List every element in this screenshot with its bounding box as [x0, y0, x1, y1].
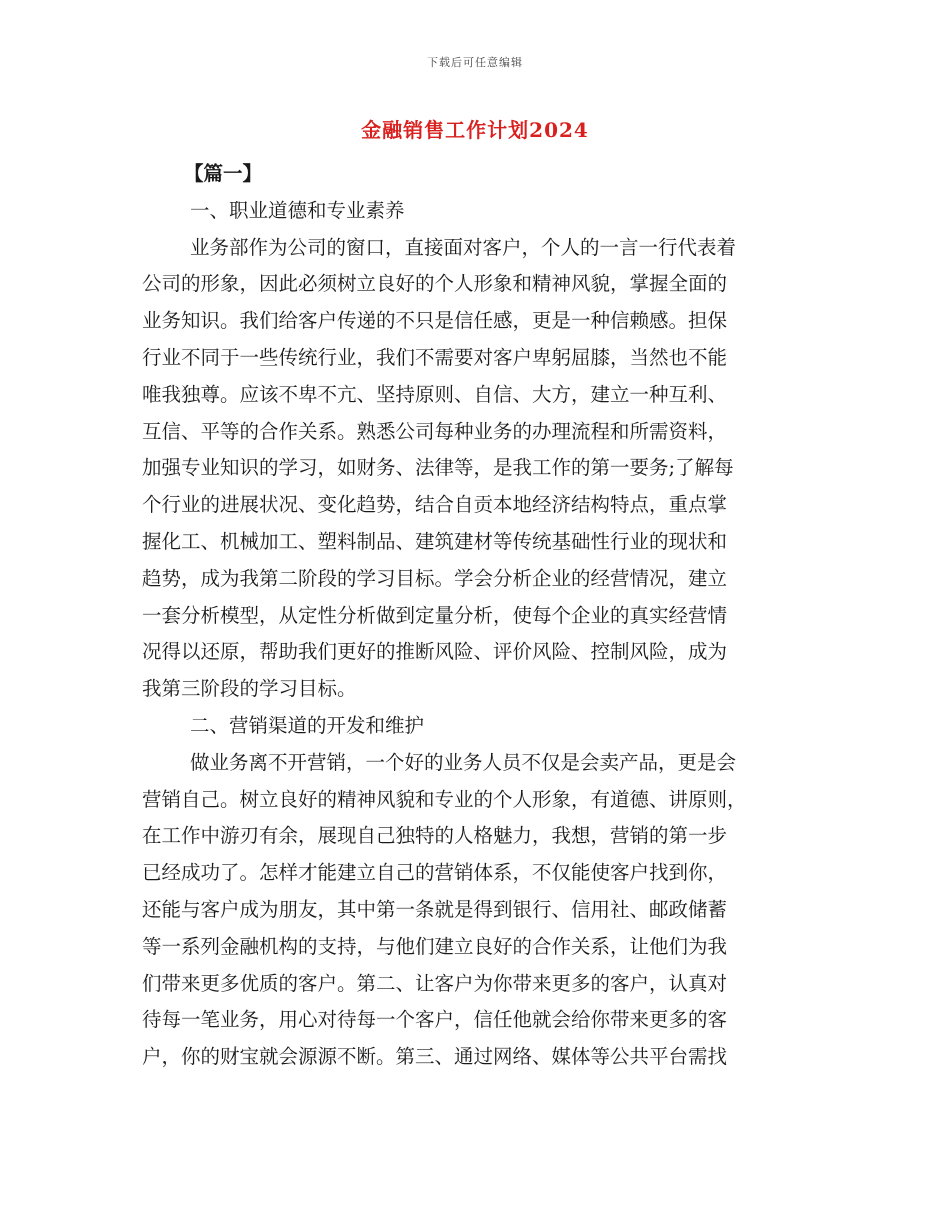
document-body: [142, 156, 808, 1076]
paragraph-line: 我第三阶段的学习目标。: [142, 677, 357, 701]
paragraph-line: 个行业的进展状况、变化趋势，结合自贡本地经济结构特点，重点掌: [142, 493, 728, 517]
paragraph-1: [142, 230, 808, 708]
paragraph-line: 握化工、机械加工、塑料制品、建筑建材等传统基础性行业的现状和: [142, 529, 728, 553]
paragraph-line: 业务部作为公司的窗口，直接面对客户，个人的一言一行代表着: [190, 235, 737, 259]
paragraph-line: 唯我独尊。应该不卑不亢、坚持原则、自信、大方，建立一种互利、: [142, 382, 728, 406]
paragraph-2: [142, 745, 808, 1076]
paragraph-line: 趋势，成为我第二阶段的学习目标。学会分析企业的经营情况，建立: [142, 566, 728, 590]
paragraph-line: 户，你的财宝就会源源不断。第三、通过网络、媒体等公共平台需找: [142, 1045, 728, 1069]
paragraph-line: 公司的形象，因此必须树立良好的个人形象和精神风貌，掌握全面的: [142, 272, 728, 296]
header-note: 下载后可任意编辑: [427, 56, 523, 69]
section-heading-2: 二、营销渠道的开发和维护: [190, 713, 425, 737]
section-label: 【篇一】: [184, 162, 263, 185]
paragraph-line: 在工作中游刃有余，展现自己独特的人格魅力，我想，营销的第一步: [142, 824, 728, 848]
paragraph-line: 营销自己。树立良好的精神风貌和专业的个人形象，有道德、讲原则，: [142, 787, 747, 811]
section-heading-1: 一、职业道德和专业素养: [190, 198, 405, 222]
paragraph-line: 做业务离不开营销，一个好的业务人员不仅是会卖产品，更是会: [190, 750, 737, 774]
paragraph-line: 况得以还原，帮助我们更好的推断风险、评价风险、控制风险，成为: [142, 640, 728, 664]
paragraph-line: 待每一笔业务，用心对待每一个客户，信任他就会给你带来更多的客: [142, 1008, 728, 1032]
paragraph-line: 业务知识。我们给客户传递的不只是信任感，更是一种信赖感。担保: [142, 309, 728, 333]
paragraph-line: 加强专业知识的学习，如财务、法律等，是我工作的第一要务;了解每: [142, 456, 734, 480]
paragraph-line: 互信、平等的合作关系。熟悉公司每种业务的办理流程和所需资料，: [142, 419, 728, 443]
paragraph-line: 还能与客户成为朋友，其中第一条就是得到银行、信用社、邮政储蓄: [142, 897, 728, 921]
paragraph-line: 等一系列金融机构的支持，与他们建立良好的合作关系，让他们为我: [142, 934, 728, 958]
document-title: 金融销售工作计划2024: [361, 118, 589, 142]
paragraph-line: 一套分析模型，从定性分析做到定量分析，使每个企业的真实经营情: [142, 603, 728, 627]
paragraph-line: 已经成功了。怎样才能建立自己的营销体系，不仅能使客户找到你，: [142, 861, 728, 885]
paragraph-line: 们带来更多优质的客户。第二、让客户为你带来更多的客户，认真对: [142, 971, 728, 995]
paragraph-line: 行业不同于一些传统行业，我们不需要对客户卑躬屈膝，当然也不能: [142, 345, 728, 369]
